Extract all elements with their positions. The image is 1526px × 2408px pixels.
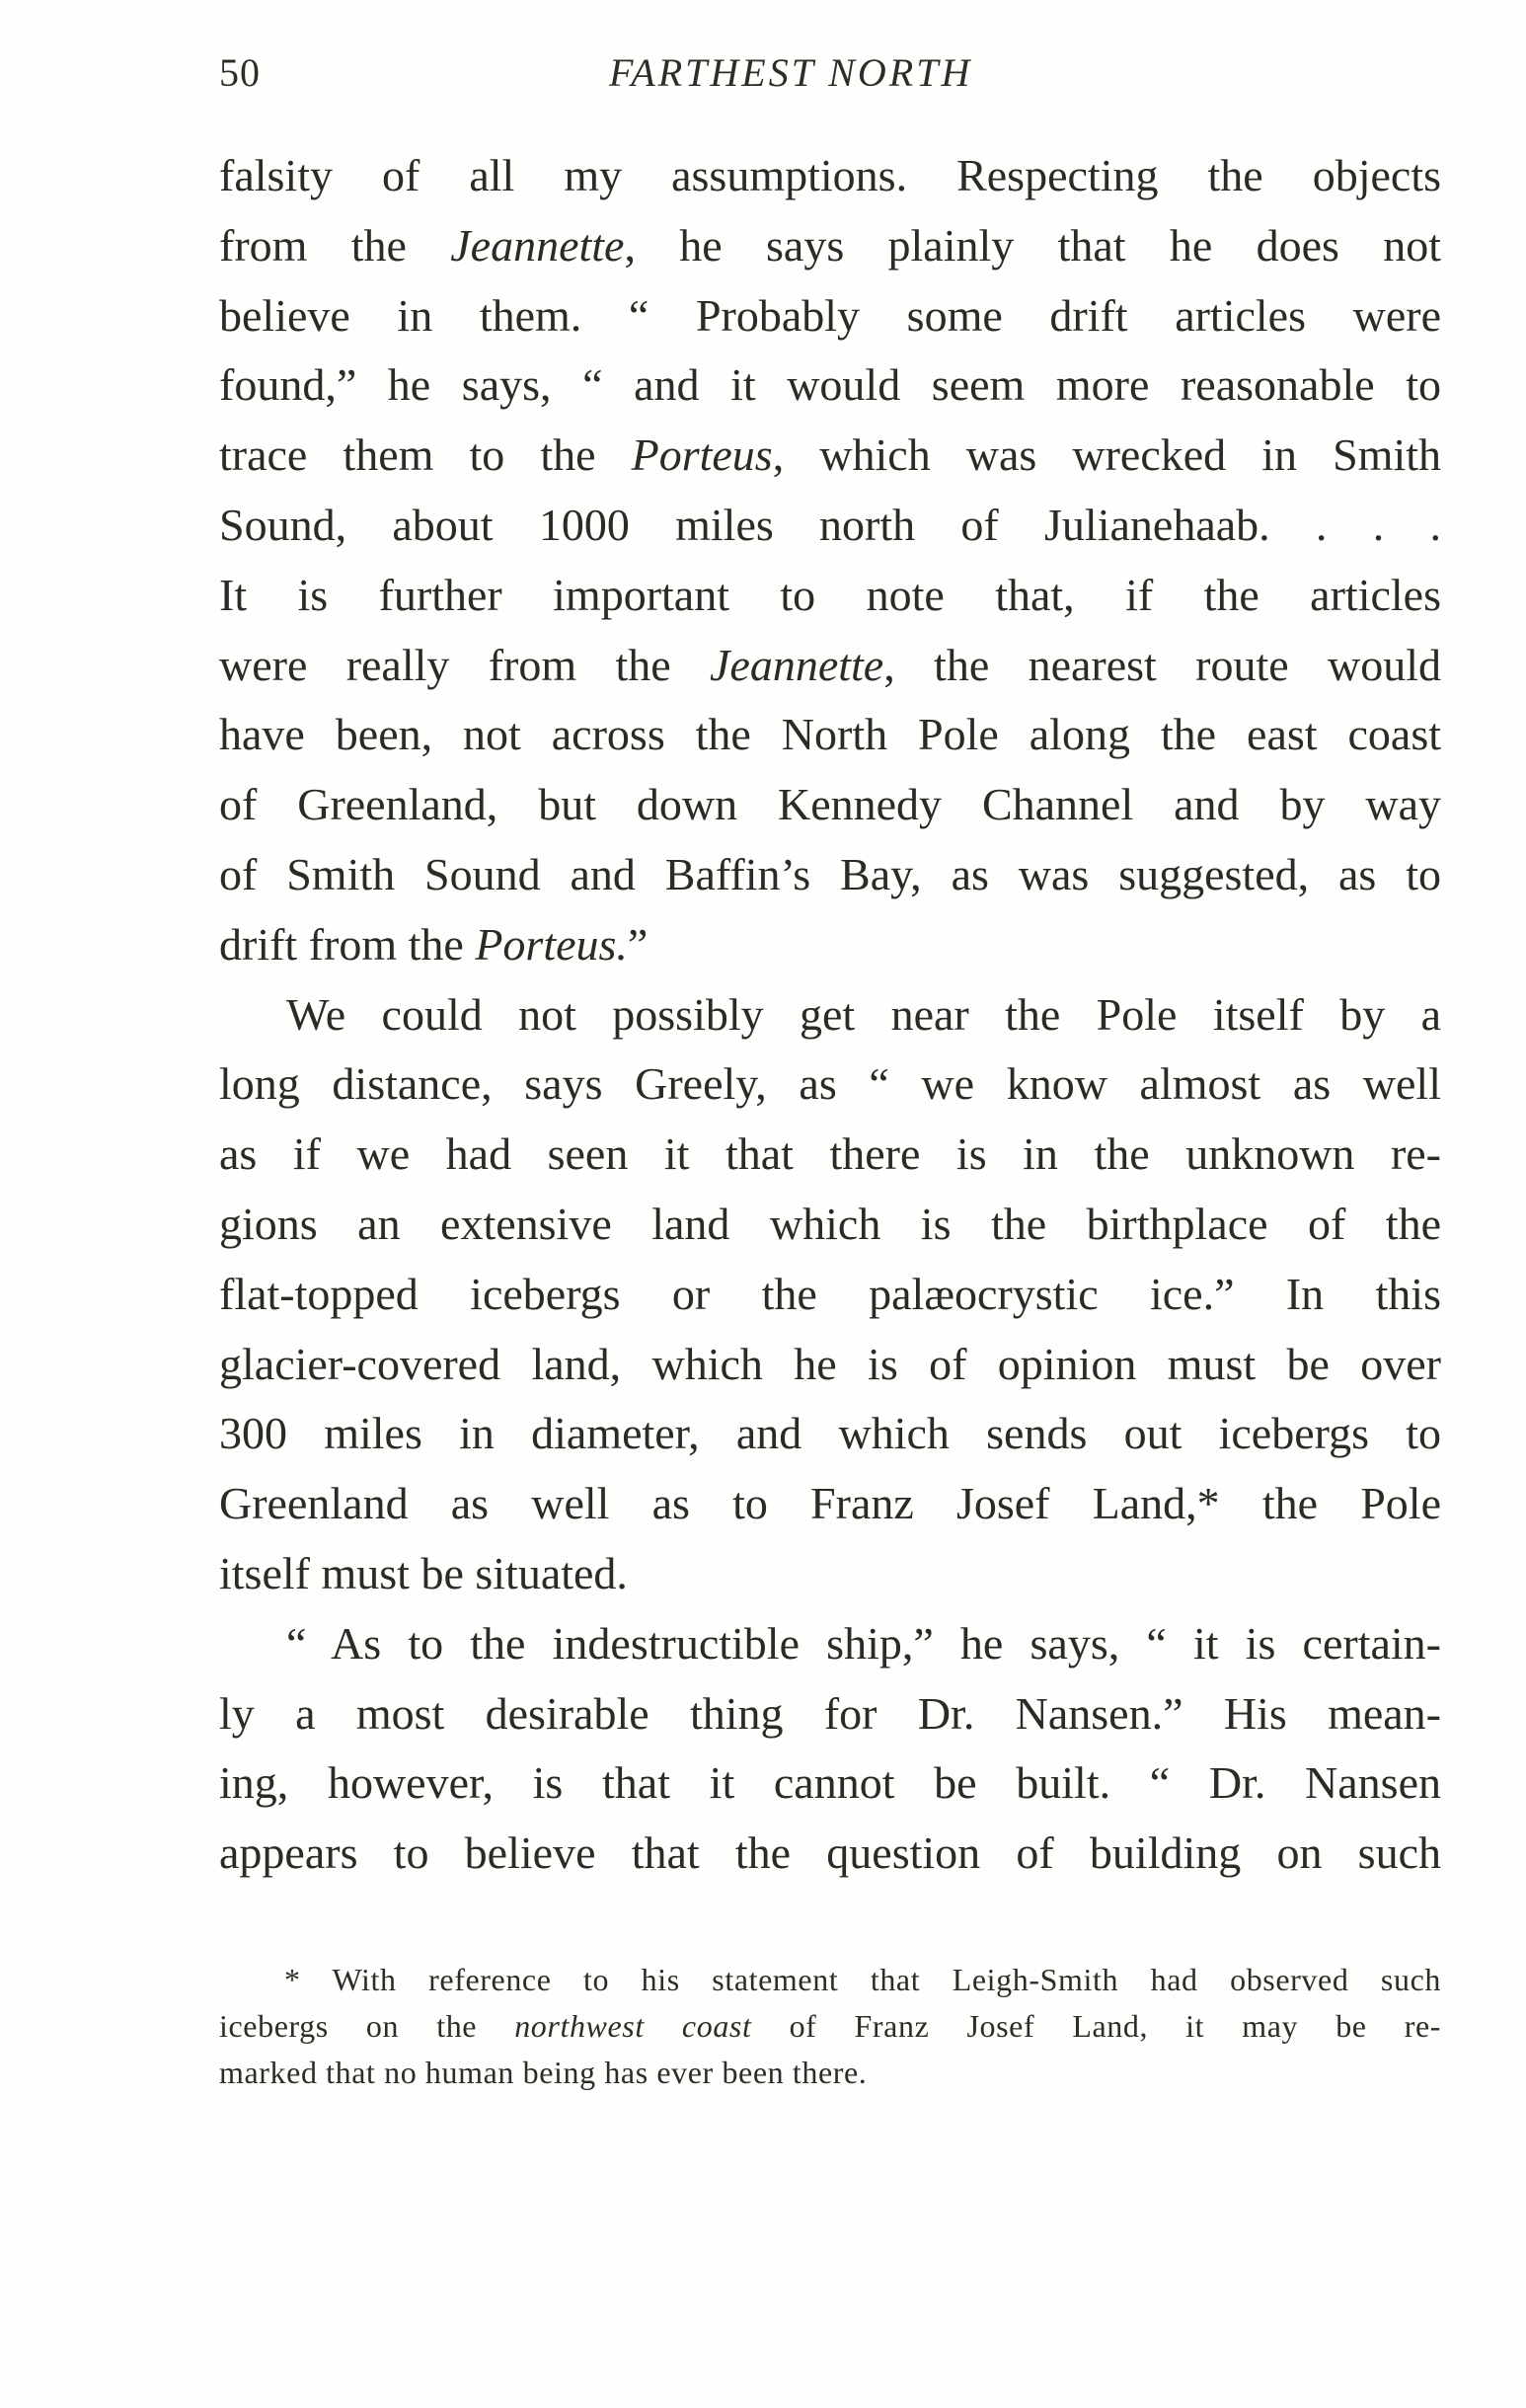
text-line bbox=[219, 1748, 1441, 1819]
text-segment: long distance, says Greely, as “ we know almost as well bbox=[219, 1058, 1441, 1110]
text-segment: Greenland as well as to Franz Josef Land,* the Pole bbox=[219, 1478, 1441, 1529]
text-segment: , the nearest route would bbox=[883, 639, 1441, 690]
text-segment: icebergs on the bbox=[219, 2008, 515, 2044]
text-line bbox=[219, 421, 1441, 491]
text-segment: appears to believe that the question of building on such bbox=[219, 1827, 1441, 1879]
text-line bbox=[219, 1469, 1441, 1539]
text-segment: Sound, about 1000 miles north of Julianehaab. . . . bbox=[219, 499, 1441, 550]
italic-text: Porteus. bbox=[475, 918, 628, 970]
text-segment: “ As to the indestructible ship,” he says, “ it is certain- bbox=[286, 1617, 1441, 1669]
text-segment: gions an extensive land which is the birthplace of the bbox=[219, 1198, 1441, 1249]
text-segment: We could not possibly get near the Pole itself by a bbox=[286, 988, 1441, 1040]
text-segment: of Franz Josef Land, it may be re- bbox=[751, 2008, 1442, 2044]
footnote-line bbox=[219, 1957, 1441, 2003]
italic-text: Jeannette bbox=[710, 639, 884, 690]
text-segment: were really from the bbox=[219, 639, 710, 690]
text-segment: ly a most desirable thing for Dr. Nansen.” His mean- bbox=[219, 1687, 1441, 1739]
footnote-line bbox=[219, 2003, 1441, 2050]
text-segment: trace them to the bbox=[219, 429, 632, 481]
text-line bbox=[219, 491, 1441, 561]
text-line bbox=[219, 1120, 1441, 1190]
text-line bbox=[219, 1539, 1441, 1609]
text-line bbox=[219, 840, 1441, 910]
text-line bbox=[219, 1679, 1441, 1749]
text-line bbox=[219, 770, 1441, 840]
italic-text: Porteus bbox=[631, 429, 773, 481]
text-segment: , which was wrecked in Smith bbox=[772, 429, 1441, 481]
page-number: 50 bbox=[219, 50, 261, 95]
text-segment: , he says plainly that he does not bbox=[624, 219, 1441, 271]
text-line bbox=[219, 1260, 1441, 1330]
text-segment: from the bbox=[219, 219, 451, 271]
text-segment: It is further important to note that, if the articles bbox=[219, 569, 1441, 620]
text-segment: have been, not across the North Pole along the east coast bbox=[219, 709, 1441, 760]
text-line bbox=[219, 1819, 1441, 1889]
text-line bbox=[219, 1049, 1441, 1120]
text-line bbox=[219, 1609, 1441, 1679]
text-line bbox=[219, 350, 1441, 421]
text-line bbox=[219, 561, 1441, 631]
text-segment: ing, however, is that it cannot be built. “ Dr. Nansen bbox=[219, 1757, 1441, 1809]
text-segment: believe in them. “ Probably some drift articles were bbox=[219, 289, 1441, 341]
text-segment: marked that no human being has ever been there. bbox=[219, 2055, 868, 2090]
text-line bbox=[219, 141, 1441, 211]
text-segment: found,” he says, “ and it would seem more reasonable to bbox=[219, 359, 1441, 411]
text-line bbox=[219, 631, 1441, 701]
italic-text: Jeannette bbox=[450, 219, 625, 271]
text-segment: of Smith Sound and Baffin’s Bay, as was suggested, as to bbox=[219, 848, 1441, 899]
running-title: FARTHEST NORTH bbox=[609, 50, 973, 95]
text-segment: flat-topped icebergs or the palæocrystic ice.” In this bbox=[219, 1268, 1441, 1319]
text-segment: itself must be situated. bbox=[219, 1547, 628, 1598]
body-text bbox=[219, 141, 1441, 1889]
text-segment: of Greenland, but down Kennedy Channel and by way bbox=[219, 779, 1441, 830]
text-line bbox=[219, 281, 1441, 351]
text-line bbox=[219, 980, 1441, 1050]
text-line bbox=[219, 910, 1441, 980]
italic-text: northwest coast bbox=[514, 2008, 752, 2044]
text-segment: 300 miles in diameter, and which sends out icebergs to bbox=[219, 1408, 1441, 1459]
text-segment: * With reference to his statement that Leigh-Smith had observed such bbox=[284, 1962, 1441, 1997]
text-segment: glacier-covered land, which he is of opinion must be over bbox=[219, 1338, 1441, 1389]
footnote bbox=[219, 1957, 1441, 2096]
text-segment: ” bbox=[627, 918, 649, 970]
text-line bbox=[219, 1190, 1441, 1260]
text-line bbox=[219, 211, 1441, 281]
text-line bbox=[219, 1399, 1441, 1469]
text-line bbox=[219, 700, 1441, 770]
page-header bbox=[219, 49, 1443, 109]
text-line bbox=[219, 1330, 1441, 1400]
text-segment: drift from the bbox=[219, 918, 476, 970]
text-segment: as if we had seen it that there is in the unknown re- bbox=[219, 1128, 1441, 1180]
text-segment: falsity of all my assumptions. Respecting the objects bbox=[219, 150, 1441, 200]
footnote-line bbox=[219, 2050, 1441, 2096]
